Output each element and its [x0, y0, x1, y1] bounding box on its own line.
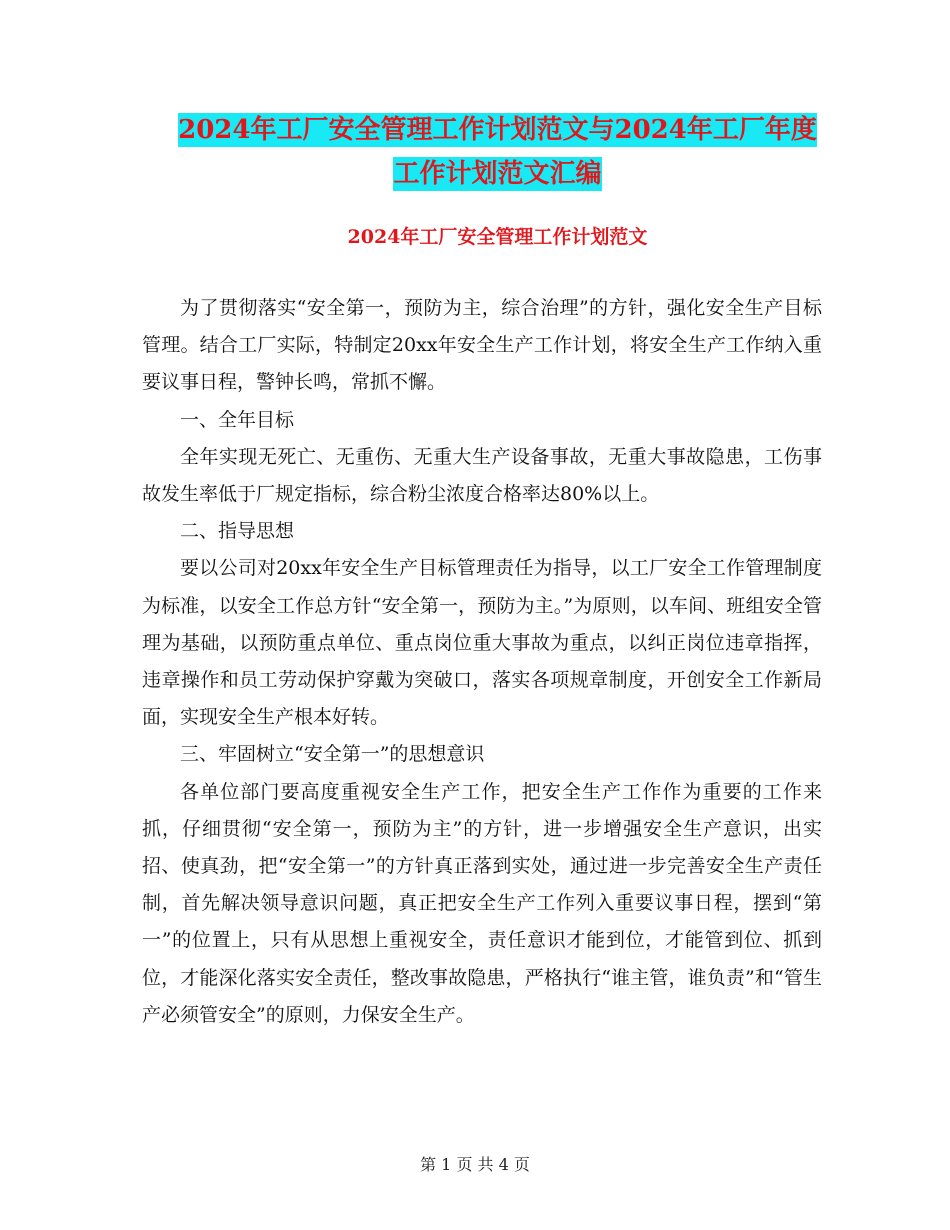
document-title-line2: 工作计划范文汇编: [393, 159, 602, 189]
heading-guiding-thought: 二、指导思想: [180, 520, 295, 543]
heading-annual-goal: 一、全年目标: [180, 408, 295, 431]
paragraph-guiding-thought: 要以公司对20xx年安全生产目标管理责任为指导，以工厂安全工作管理制度为标准，以安全工作总方针“安全第一，预防为主。”为原则，以车间、班组安全管理为基础，以预防重点单位、重点岗位重大事故为重点，以纠正岗位违章指挥，违章操作和员工劳动保护穿戴为突破口，落实各项规章制度，开创安全工作新局面，实现安全生产根本好转。: [142, 557, 822, 729]
section-title: 2024年工厂安全管理工作计划范文: [347, 226, 648, 248]
paragraph-intro: 为了贯彻落实“安全第一，预防为主，综合治理”的方针，强化安全生产目标管理。结合工厂实际，特制定20xx年安全生产工作计划，将安全生产工作纳入重要议事日程，警钟长鸣，常抓不懈。: [142, 297, 822, 394]
heading-safety-first: 三、牢固树立“安全第一”的思想意识: [180, 743, 485, 766]
document-body: [142, 290, 822, 1034]
document-title-line1: 2024年工厂安全管理工作计划范文与2024年工厂年度: [178, 115, 817, 145]
page-footer: [0, 1154, 950, 1176]
page-number: 第 1 页 共 4 页: [420, 1155, 530, 1174]
paragraph-annual-goal: 全年实现无死亡、无重伤、无重大生产设备事故，无重大事故隐患，工伤事故发生率低于厂规定指标，综合粉尘浓度合格率达80%以上。: [142, 445, 822, 506]
document-title: [140, 108, 855, 196]
paragraph-safety-first: 各单位部门要高度重视安全生产工作，把安全生产工作作为重要的工作来抓，仔细贯彻“安全第一，预防为主”的方针，进一步增强安全生产意识，出实招、使真劲，把“安全第一”的方针真正落到实处，通过进一步完善安全生产责任制，首先解决领导意识问题，真正把安全生产工作列入重要议事日程，摆到“第一”的位置上，只有从思想上重视安全，责任意识才能到位，才能管到位、抓到位，才能深化落实安全责任，整改事故隐患，严格执行“谁主管，谁负责”和“管生产必须管安全”的原则，力保安全生产。: [142, 780, 822, 1026]
